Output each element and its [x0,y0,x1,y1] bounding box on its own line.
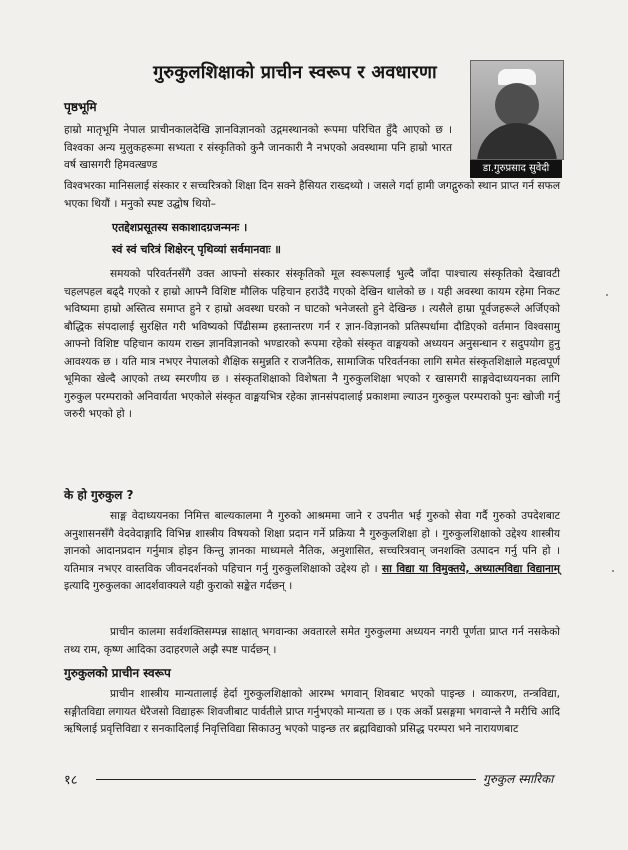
sloka-line-2: स्वं स्वं चरित्रं शिक्षेरन् पृथिव्यां सर्वमानवाः ॥ [112,243,281,256]
gurukul-tail: इत्यादि गुरुकुलका आदर्शवाक्यले यही कुराको सङ्केत गर्दछन् । [64,580,293,592]
scan-speck [612,570,614,572]
footer-rule [96,779,476,780]
paragraph-background-2: विश्वभरका मानिसलाई संस्कार र सच्चरित्रको शिक्षा दिन सक्ने हैसियत राख्दथ्यो । जसले गर्दा हामी जगद्गुरुको स्थान प्राप्त गर्न सफल भएका थियौं । मनुको स्पष्ट उद्घोष थियो– [64,180,560,210]
section-heading-ancient-form: गुरुकुलको प्राचीन स्वरूप [64,666,171,680]
sloka-line-1: एतद्देशप्रसूतस्य सकाशादग्रजन्मनः । [112,221,248,234]
paragraph-background-1: हाम्रो मातृभूमि नेपाल प्राचीनकालदेखि ज्ञानविज्ञानको उद्गमस्थानको रूपमा परिचित हुँदै आएको छ । विश्वका अन्य मुलुकहरूमा सभ्यता र संस्कृतिको कुनै जानकारी नै नभएको अवस्थामा पनि हाम्रो भारत वर्ष खासगरी हिमवत्खण्ड [64,124,452,171]
scan-speck [606,294,608,296]
author-photo [470,60,564,160]
author-caption: डा.गुरुप्रसाद सुवेदी [470,160,562,178]
paragraph-background-3: समयको परिवर्तनसँगै उक्त आफ्नो संस्कार संस्कृतिको मूल स्वरूपलाई भुल्दै जाँदा पाश्चात्य संस्कृतिको देखावटी चहलपहल बढ्दै गएको र हाम्रो आफ्नै विशिष्ट मौलिक पहिचान हराउँदै गएको देखिन थालेको छ । यही अवस्था कायम रहेमा निकट भविष्यमा हाम्रो अस्तित्व समाप्त हुने र हाम्रो अवस्था घरको न घाटको भनेजस्तो हुने देखिन्छ । त्यसैले हाम्रा पूर्वजहरूले अर्जिएको बौद्धिक संपदालाई सुरक्षित गरी भविष्यको पिँढीसम्म हस्तान्तरण गर्न र ज्ञान-विज्ञानको प्रतिस्पर्धामा दौडिएको वर्तमान विश्वसामु आफ्नो विशिष्ट पहिचान कायम राख्न ज्ञानविज्ञानको भण्डारको रूपमा रहेको संस्कृत वाङ्मयको अध्ययन अनुसन्धान र सदुपयोग हुनु आवश्यक छ । यति मात्र नभएर नेपालको शैक्षिक समुन्नति र राजनैतिक, सामाजिक परिवर्तनका लागि समेत संस्कृतशिक्षाले महत्वपूर्ण भूमिका खेल्दै आएको तथ्य स्मरणीय छ । संस्कृतशिक्षाको विशेषता नै गुरुकुलशिक्षा भएको र खासगरी साङ्गवेदाध्ययनका लागि गुरुकुल परम्पराको अनिवार्यता भएकोले संस्कृत वाङ्मयभित्र रहेका ज्ञानसंपदालाई प्रकाशमा ल्याउन गुरुकुल परम्पराको पुनः खोजी गर्नु जरुरी भएको हो । [64,268,560,420]
section-heading-background: पृष्ठभूमि [64,100,97,114]
footer-page-number: १८ [64,773,78,788]
page-title: गुरुकुलशिक्षाको प्राचीन स्वरूप र अवधारणा [153,62,437,83]
face-shape [495,83,539,127]
paragraph-gurukul-1 [64,508,560,596]
gurukul-quote: सा विद्या या विमुक्तये, अध्यात्मविद्या विद्यानाम् [381,562,560,575]
shoulders-shape [477,123,557,160]
gurukul-text: साङ्ग वेदाध्ययनका निमित्त बाल्यकालमा नै गुरुको आश्रममा जाने र उपनीत भई गुरुको सेवा गर्दै गुरुको उपदेशबाट अनुशासनसँगै वेदवेदाङ्गादि विभिन्न शास्त्रीय विषयको शिक्षा प्रदान गर्ने प्रक्रिया नै गुरुकुलशिक्षा हो । गुरुकुलशिक्षाको उद्देश्य शास्त्रीय ज्ञानको आदानप्रदान गर्नुमात्र होइन किन्तु ज्ञानका माध्यमले नैतिक, अनुशासित, सच्चरित्रवान् जनशक्ति उत्पादन गर्नु पनि हो । यतिमात्र नभएर वास्तविक जीवनदर्शनको पहिचान गर्नु गुरुकुलशिक्षाको उद्देश्य हो । [64,510,560,575]
paragraph-gurukul-2: प्राचीन कालमा सर्वशक्तिसम्पन्न साक्षात् भगवान्का अवतारले समेत गुरुकुलमा अध्ययन नगरी पूर्णता प्राप्त गर्न नसकेको तथ्य राम, कृष्ण आदिका उदाहरणले अझै स्पष्ट पार्दछन् । [64,626,560,656]
footer-journal-name: गुरुकुल स्मारिका [483,772,554,786]
section-heading-what-is-gurukul: के हो गुरुकुल ? [64,488,134,502]
paragraph-ancient-form-1: प्राचीन शास्त्रीय मान्यतालाई हेर्दा गुरुकुलशिक्षाको आरम्भ भगवान् शिवबाट भएको पाइन्छ । व्याकरण, तन्त्रविद्या, सङ्गीतविद्या लगायत धेरैजसो विद्याहरू शिवजीबाट पार्वतीले प्राप्त गर्नुभएको मान्यता छ । एक अर्को प्रसङ्गमा भगवान्ले नै मरीचि आदि ऋषिलाई प्रवृत्तिविद्या र सनकादिलाई निवृत्तिविद्या सिकाउनु भएको पाइन्छ तर ब्रह्मविद्याको प्रसिद्ध परम्परा भने नारायणबाट [64,688,560,735]
